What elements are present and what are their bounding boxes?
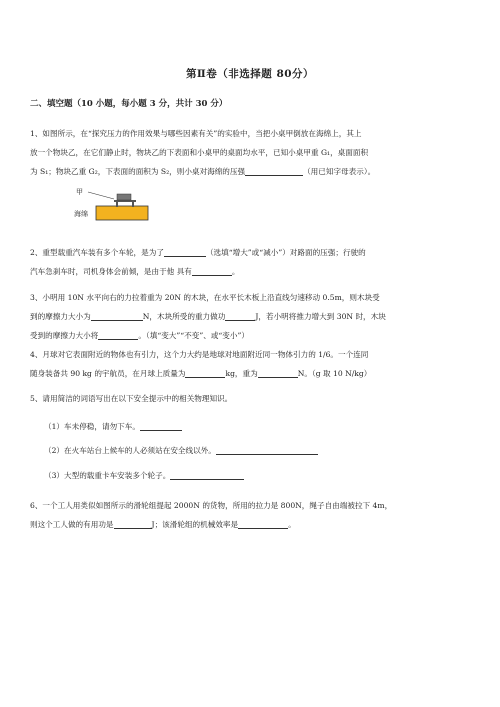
- q3-text: 到的摩擦力大小为: [30, 312, 91, 321]
- q5-item-3: [44, 470, 244, 482]
- sponge-block: [96, 206, 148, 220]
- answer-blank[interactable]: [164, 247, 206, 257]
- q6-text: 则这个工人做的有用功是: [30, 520, 114, 529]
- q3-text: 。（填“变大”“不变”、或“变小”）: [138, 331, 249, 340]
- q1-line-2: 放一个物块乙，在它们静止时，物块乙的下表面和小桌甲的桌面均水平，已知小桌甲重 G₁，桌面面积: [30, 148, 369, 157]
- answer-blank[interactable]: [170, 470, 244, 480]
- answer-blank[interactable]: [245, 166, 303, 176]
- q1-line-1: 1、如图所示，在“探究压力的作用效果与哪些因素有关”的实验中，当把小桌甲倒放在海绵上，其上: [30, 129, 362, 138]
- q3-line-2: [30, 307, 472, 326]
- answer-blank[interactable]: [140, 421, 182, 431]
- table-leg: [132, 202, 134, 207]
- q6-text: 。: [288, 520, 296, 529]
- answer-blank[interactable]: [238, 519, 288, 529]
- answer-blank[interactable]: [114, 519, 152, 529]
- q2-text: 汽车急刹车时，司机身体会前倾，是由于他 具有: [30, 267, 192, 276]
- q6-text: J；该滑轮组的机械效率是: [151, 520, 239, 529]
- q1-text-end: （用已知字母表示）。: [303, 167, 376, 176]
- q2-line-2: [30, 262, 472, 281]
- question-6: [30, 496, 472, 534]
- q5-item-1: [44, 421, 182, 433]
- q3-text: 受到的摩擦力大小将: [30, 331, 99, 340]
- question-5-intro: 5、请用简洁的词语写出在以下安全提示中的相关物理知识。: [30, 394, 233, 403]
- q3-text: N，木块所受的重力做功: [142, 312, 226, 321]
- q1-text: 为 S₁；物块乙重 G₂，下表面的面积为 S₂，则小桌对海绵的压强: [30, 167, 246, 176]
- q4-line-1: 4、月球对它表面附近的物体也有引力，这个力大约是地球对地面附近同一物体引力的 1/6。一个连同: [30, 350, 369, 359]
- q2-text: （选填“增大”或“减小”）对路面的压强；行驶的: [205, 248, 366, 257]
- q5-item-text: （3）大型的载重卡车安装多个轮子。: [44, 471, 171, 480]
- page-title: 第Ⅱ卷（非选择题 80分）: [185, 68, 315, 80]
- answer-blank[interactable]: [91, 311, 143, 321]
- section-header: 二、填空题（10 小题，每小题 3 分，共计 30 分）: [30, 99, 228, 109]
- q5-item-2: [44, 445, 318, 457]
- q6-line-2: [30, 515, 472, 534]
- question-4: [30, 345, 472, 383]
- q6-line-1: 6、一个工人用类似如图所示的滑轮组提起 2000N 的货物，所用的拉力是 800N，绳子自由端被拉下 4m，: [30, 501, 393, 510]
- label-sponge: 海绵: [74, 210, 88, 218]
- answer-blank[interactable]: [225, 311, 255, 321]
- q5-item-text: （1）车未停稳，请勿下车。: [44, 422, 140, 431]
- label-line: [88, 192, 114, 199]
- table-leg: [116, 202, 118, 207]
- q4-text: N。（g 取 10 N/kg）: [297, 369, 372, 378]
- question-1: [30, 124, 472, 181]
- question-2: [30, 243, 472, 281]
- q3-text: J，若小明将推力增大到 30N 时，木块: [255, 312, 386, 321]
- answer-blank[interactable]: [98, 330, 138, 340]
- label-jia: 甲: [76, 188, 83, 196]
- q4-text: kg，重为: [225, 369, 258, 378]
- q2-line-1: [30, 243, 472, 262]
- q1-line-3: [30, 162, 472, 181]
- q4-line-2: [30, 364, 472, 383]
- q5-item-text: （2）在火车站台上候车的人必须站在安全线以外。: [44, 446, 216, 455]
- q2-text: 。: [231, 267, 240, 276]
- sponge-table-figure: [74, 184, 154, 224]
- answer-blank[interactable]: [216, 445, 318, 455]
- answer-blank[interactable]: [258, 368, 298, 378]
- answer-blank[interactable]: [185, 368, 225, 378]
- answer-blank[interactable]: [192, 266, 232, 276]
- q3-line-1: 3、小明用 10N 水平向右的力拉着重为 20N 的木块，在水平长木板上沿直线匀速移动 0.5m，则木块受: [30, 293, 380, 302]
- table-top: [114, 200, 136, 202]
- block-yi: [117, 194, 131, 200]
- q3-line-3: [30, 326, 472, 345]
- q4-text: 随身装备共 90 kg 的宇航员，在月球上质量为: [30, 369, 186, 378]
- question-3: [30, 288, 472, 345]
- q2-text: 2、重型载重汽车装有多个车轮，是为了: [30, 248, 164, 257]
